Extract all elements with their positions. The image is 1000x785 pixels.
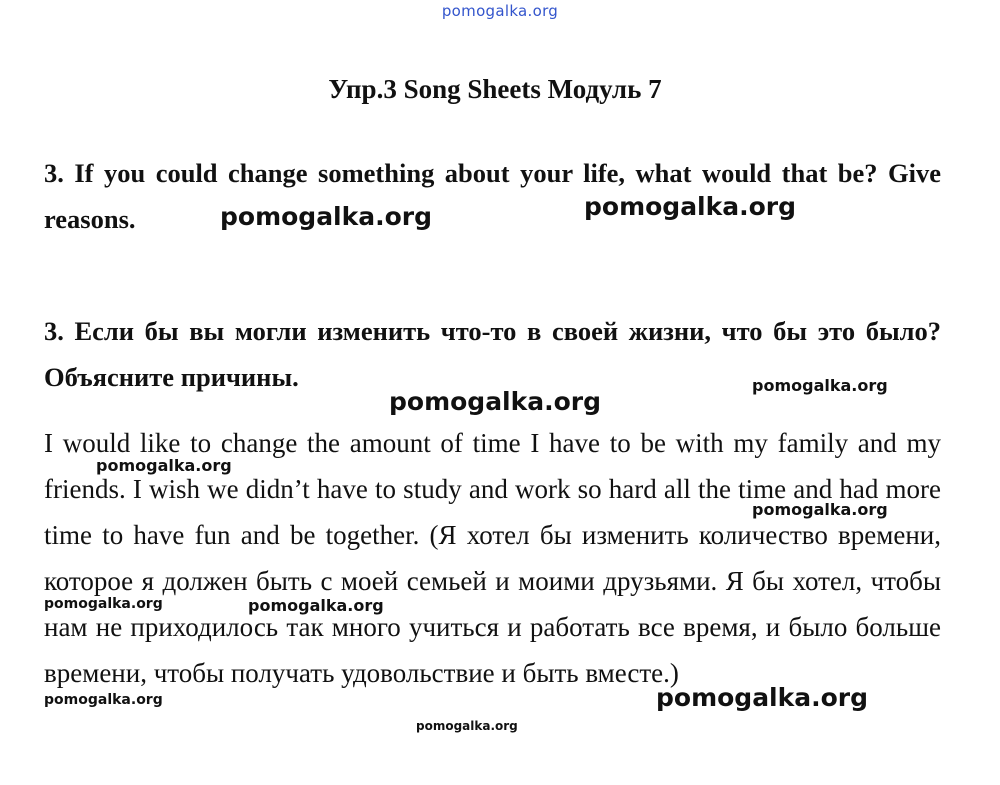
watermark: pomogalka.org <box>752 376 888 395</box>
answer-text: I would like to change the amount of time I have to be with my family and my friends. I wish we didn’t have to study and work so hard all the time and had more time to have fun and be together. (Я хотел бы изменить количество времени, которое я должен быть с моей семьей и моими друзьями. Я бы хотел, чтобы нам не приходилось так много учиться и работать все время, и было больше времени, чтобы получать удовольствие и быть вместе.) <box>44 428 941 688</box>
watermark: pomogalka.org <box>389 387 602 416</box>
watermark: pomogalka.org <box>656 683 869 712</box>
watermark: pomogalka.org <box>584 192 797 221</box>
watermark: pomogalka.org <box>96 456 232 475</box>
watermark: pomogalka.org <box>416 719 518 733</box>
page-title: Упр.3 Song Sheets Модуль 7 <box>328 74 662 104</box>
watermark: pomogalka.org <box>44 596 163 612</box>
question-english: 3. If you could change something about your life, what would that be? Give reasons. <box>44 158 941 234</box>
watermark: pomogalka.org <box>248 596 384 615</box>
site-header: pomogalka.org <box>441 2 559 20</box>
question-russian: 3. Если бы вы могли изменить что-то в своей жизни, что бы это было? Объясните причины. <box>44 316 941 392</box>
watermark: pomogalka.org <box>44 692 163 708</box>
watermark: pomogalka.org <box>220 202 433 231</box>
watermark: pomogalka.org <box>752 500 888 519</box>
